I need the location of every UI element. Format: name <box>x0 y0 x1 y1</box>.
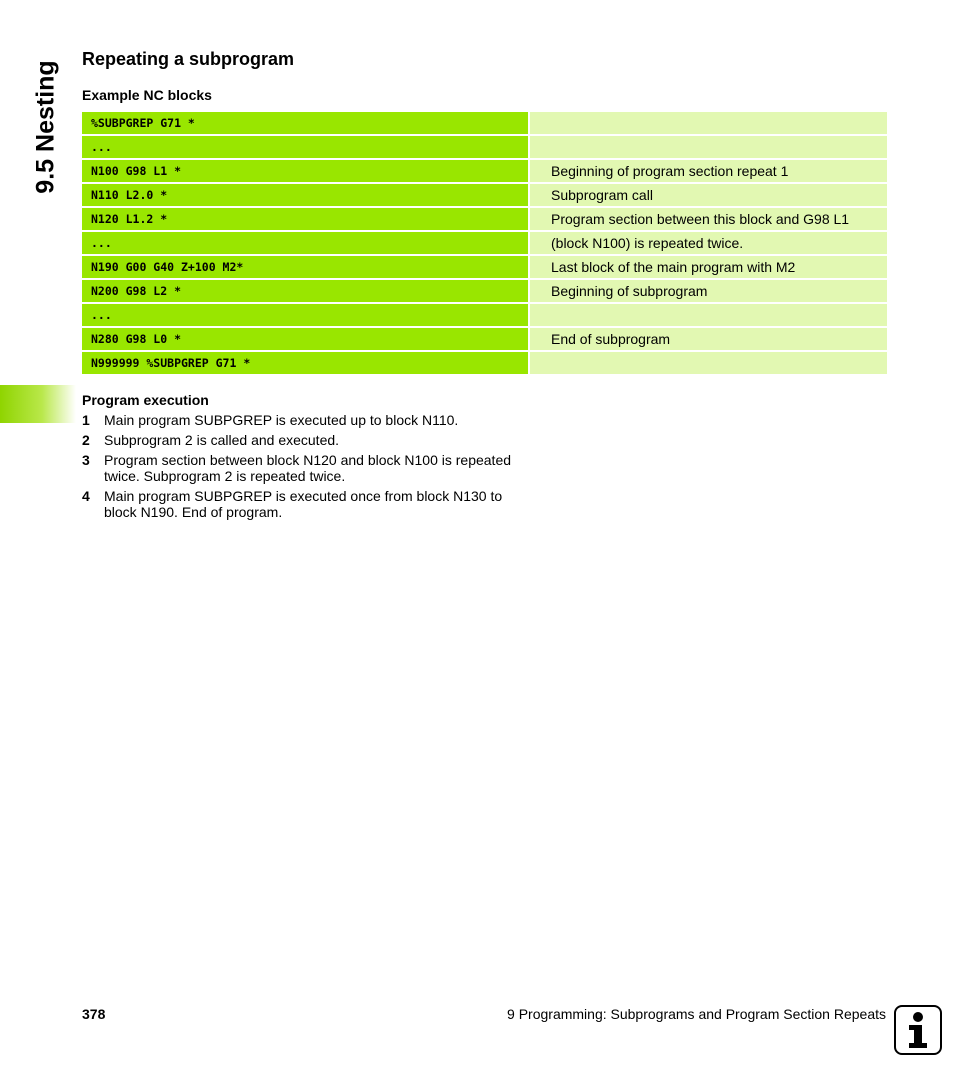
nc-description: Program section between this block and G98 L1 <box>530 208 887 230</box>
table-row <box>82 280 887 302</box>
table-row <box>82 208 887 230</box>
nc-code: N190 G00 G40 Z+100 M2* <box>82 256 528 278</box>
page-number: 378 <box>82 1006 106 1022</box>
example-heading: Example NC blocks <box>82 87 212 103</box>
nc-description: (block N100) is repeated twice. <box>530 232 887 254</box>
step-number: 3 <box>82 452 90 468</box>
step-text: Subprogram 2 is called and executed. <box>104 432 340 448</box>
step-text: Program section between block N120 and block N100 is repeated twice. Subprogram 2 is repeated twice. <box>104 452 512 484</box>
nc-code: N280 G98 L0 * <box>82 328 528 350</box>
list-item <box>82 412 532 428</box>
section-title: Repeating a subprogram <box>82 49 295 69</box>
execution-heading: Program execution <box>82 392 209 408</box>
list-item <box>82 488 532 520</box>
step-text: Main program SUBPGREP is executed once from block N130 to block N190. End of program. <box>104 488 503 520</box>
table-row <box>82 256 887 278</box>
table-row <box>82 352 887 374</box>
nc-description <box>530 304 887 326</box>
table-row <box>82 136 887 158</box>
execution-steps <box>82 412 532 524</box>
table-row <box>82 112 887 134</box>
nc-code: N110 L2.0 * <box>82 184 528 206</box>
nc-code: ... <box>82 136 528 158</box>
side-chapter-title <box>31 52 61 202</box>
chapter-tab-marker <box>0 385 76 423</box>
step-number: 4 <box>82 488 90 504</box>
nc-code: ... <box>82 304 528 326</box>
nc-code: N200 G98 L2 * <box>82 280 528 302</box>
nc-description: Beginning of subprogram <box>530 280 887 302</box>
list-item <box>82 432 532 448</box>
nc-code: N120 L1.2 * <box>82 208 528 230</box>
nc-description: Last block of the main program with M2 <box>530 256 887 278</box>
nc-blocks-table <box>82 112 887 376</box>
nc-code: ... <box>82 232 528 254</box>
list-item <box>82 452 532 484</box>
nc-code: N999999 %SUBPGREP G71 * <box>82 352 528 374</box>
nc-description <box>530 136 887 158</box>
nc-description: Beginning of program section repeat 1 <box>530 160 887 182</box>
side-chapter-title-text: 9.5 Nesting <box>31 60 60 194</box>
info-icon <box>894 1005 942 1055</box>
table-row <box>82 232 887 254</box>
nc-description: Subprogram call <box>530 184 887 206</box>
step-number: 1 <box>82 412 90 428</box>
nc-description <box>530 352 887 374</box>
step-text: Main program SUBPGREP is executed up to block N110. <box>104 412 459 428</box>
nc-description <box>530 112 887 134</box>
table-row <box>82 304 887 326</box>
footer-chapter-title: 9 Programming: Subprograms and Program Section Repeats <box>507 1006 886 1022</box>
nc-description: End of subprogram <box>530 328 887 350</box>
table-row <box>82 328 887 350</box>
table-row <box>82 184 887 206</box>
nc-code: N100 G98 L1 * <box>82 160 528 182</box>
step-number: 2 <box>82 432 90 448</box>
table-row <box>82 160 887 182</box>
nc-code: %SUBPGREP G71 * <box>82 112 528 134</box>
